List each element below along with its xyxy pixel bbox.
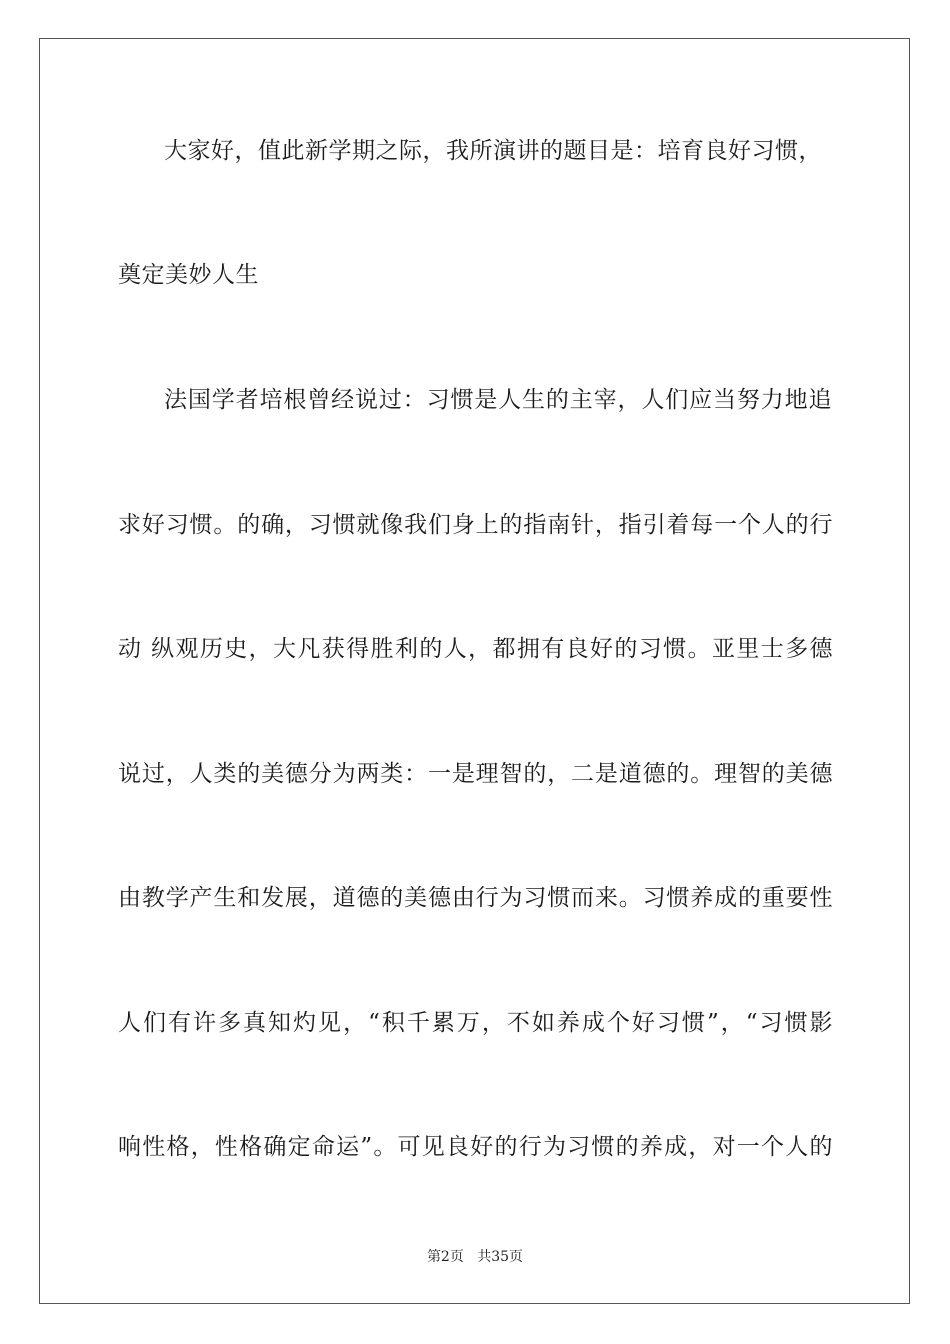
paragraph-line-5: 动 纵观历史，大凡获得胜利的人，都拥有良好的习惯。亚里士多德: [118, 636, 833, 662]
page-footer: [0, 1248, 950, 1266]
page-border: [39, 38, 910, 1304]
paragraph-line-3: 法国学者培根曾经说过：习惯是人生的主宰，人们应当努力地追: [164, 387, 832, 413]
paragraph-line-6: 说过，人类的美德分为两类：一是理智的，二是道德的。理智的美德: [118, 761, 833, 787]
page-number: 第2页: [426, 1249, 464, 1265]
paragraph-line-9: 响性格，性格确定命运”。可见良好的行为习惯的养成，对一个人的: [118, 1134, 833, 1160]
paragraph-line-8: 人们有许多真知灼见，“积千累万，不如养成个好习惯”，“习惯影: [118, 1010, 833, 1036]
total-pages: 共35页: [477, 1249, 524, 1265]
paragraph-line-2: 奠定美妙人生: [118, 262, 259, 288]
paragraph-line-7: 由教学产生和发展，道德的美德由行为习惯而来。习惯养成的重要性: [118, 885, 833, 911]
paragraph-line-1: 大家好，值此新学期之际，我所演讲的题目是：培育良好习惯，: [164, 138, 822, 164]
paragraph-line-4: 求好习惯。的确，习惯就像我们身上的指南针，指引着每一个人的行: [118, 512, 833, 538]
